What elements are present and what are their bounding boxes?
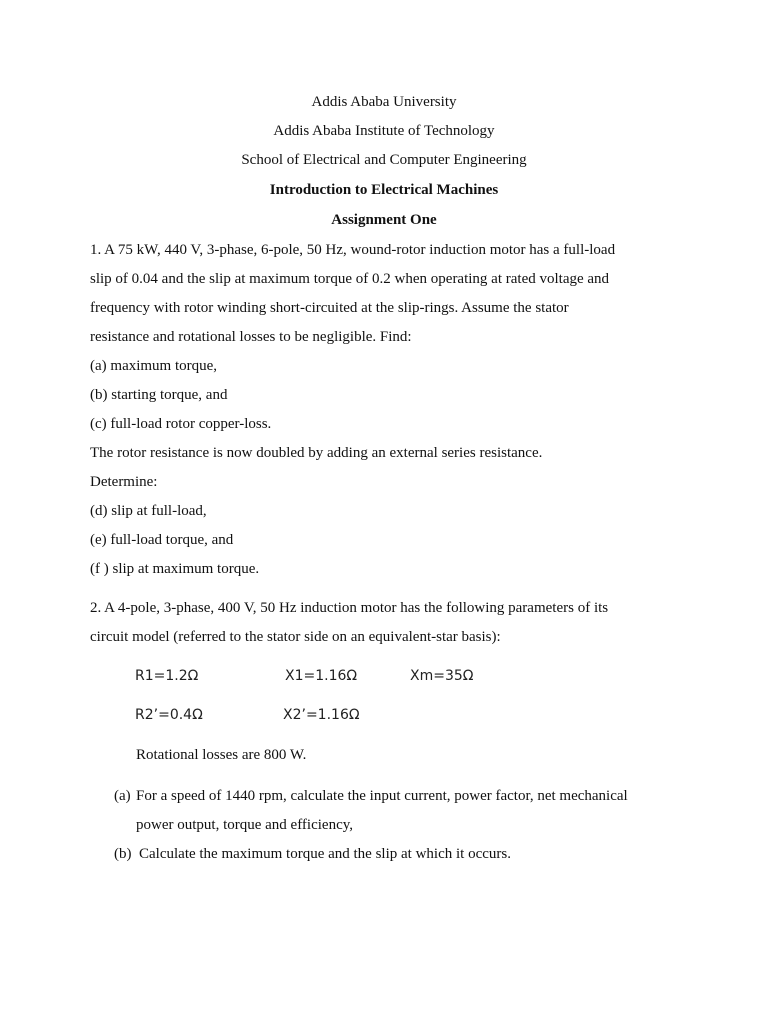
q1-line: The rotor resistance is now doubled by adding an external series resistance. — [90, 445, 543, 461]
university-name: Addis Ababa University — [311, 94, 457, 110]
q1-item-e: (e) full-load torque, and — [90, 532, 234, 548]
q1-item-c: (c) full-load rotor copper-loss. — [90, 416, 272, 432]
q1-item-f: (f ) slip at maximum torque. — [90, 561, 260, 577]
course-title: Introduction to Electrical Machines — [269, 182, 499, 198]
param-x1: X1=1.16Ω — [285, 668, 358, 684]
institute-name: Addis Ababa Institute of Technology — [273, 123, 495, 139]
q1-line: 1. A 75 kW, 440 V, 3-phase, 6-pole, 50 Hz, wound-rotor induction motor has a full-load — [90, 242, 616, 258]
q1-line: resistance and rotational losses to be negligible. Find: — [90, 329, 412, 345]
q2-item-b-text: Calculate the maximum torque and the slip at which it occurs. — [139, 846, 511, 862]
q1-item-a: (a) maximum torque, — [90, 358, 218, 374]
q1-line: Determine: — [90, 474, 158, 490]
q2-item-a-text: For a speed of 1440 rpm, calculate the input current, power factor, net mechanical — [136, 788, 628, 804]
q2-item-a-text: power output, torque and efficiency, — [136, 817, 354, 833]
school-name: School of Electrical and Computer Engineering — [241, 152, 527, 168]
param-xm: Xm=35Ω — [410, 668, 474, 684]
q2-item-b-label: (b) — [114, 846, 132, 862]
q1-item-b: (b) starting torque, and — [90, 387, 228, 403]
q2-item-a-label: (a) — [114, 788, 131, 804]
q2-line: circuit model (referred to the stator side on an equivalent-star basis): — [90, 629, 501, 645]
assignment-title: Assignment One — [331, 212, 437, 228]
q1-line: frequency with rotor winding short-circuited at the slip-rings. Assume the stator — [90, 300, 569, 316]
q1-item-d: (d) slip at full-load, — [90, 503, 207, 519]
rotational-losses: Rotational losses are 800 W. — [136, 747, 307, 763]
q1-line: slip of 0.04 and the slip at maximum torque of 0.2 when operating at rated voltage and — [90, 271, 610, 287]
param-x2: X2’=1.16Ω — [283, 707, 360, 723]
q2-line: 2. A 4-pole, 3-phase, 400 V, 50 Hz induction motor has the following parameters of its — [90, 600, 609, 616]
param-r2: R2’=0.4Ω — [135, 707, 203, 723]
param-r1: R1=1.2Ω — [135, 668, 199, 684]
